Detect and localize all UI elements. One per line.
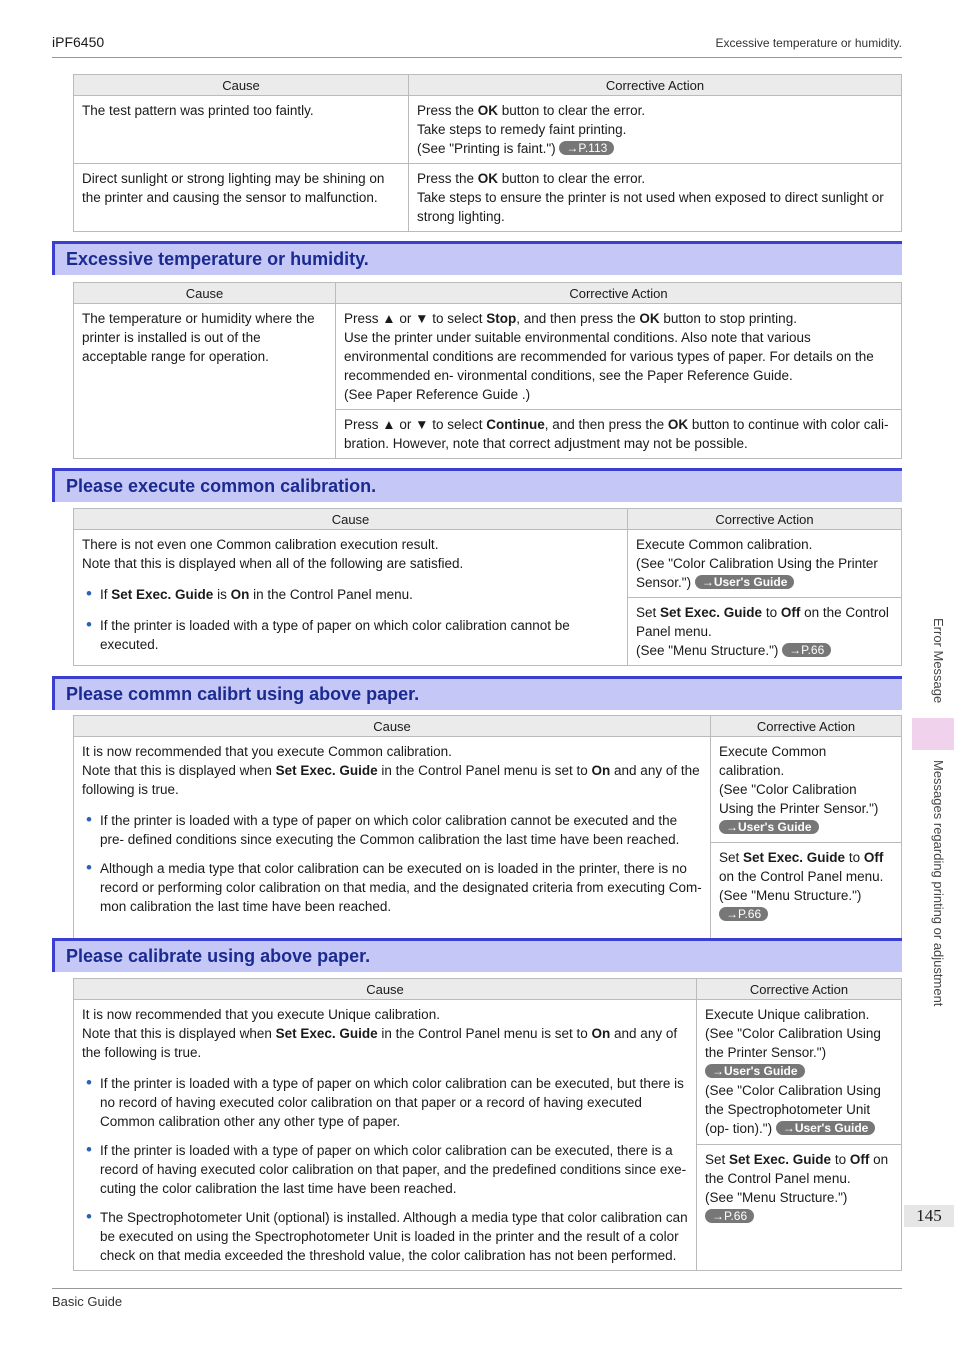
table-unique-calibration (73, 978, 902, 1271)
users-guide-link[interactable]: →User's Guide (719, 820, 819, 834)
table-header-cause: Cause (74, 75, 409, 96)
list-item: • Although a media type that color calibration can be executed on is loaded in the printer, there is no record or performing color calibration on that media, and the designated criteria from executing Com- mon calibration the last time have been reached. (82, 859, 702, 916)
page-link[interactable]: →P.66 (705, 1209, 754, 1223)
page-link[interactable]: →P.113 (559, 141, 614, 155)
page-number: 145 (904, 1205, 954, 1227)
sidebar-label-error-message: Error Message (931, 618, 946, 704)
users-guide-link[interactable]: →User's Guide (705, 1064, 805, 1078)
table-header-cause: Cause (74, 979, 697, 1000)
list-item: • The Spectrophotometer Unit (optional) is installed. Although a media type that color calibration can be executed on using the Spectrophotometer Unit is loaded in the printer and the result of a color check on that media exceeded the threshold value, the color calibration has not been performed. (82, 1208, 688, 1265)
sidebar-label-section: Messages regarding printing or adjustment (931, 760, 946, 1007)
action-cell: Set Set Exec. Guide to Off on the Control Panel menu. (See "Menu Structure.") →P.66 (711, 843, 902, 941)
table-row (74, 530, 902, 598)
header-section-title: Excessive temperature or humidity. (715, 36, 902, 50)
page-link[interactable]: →P.66 (782, 643, 831, 657)
table-header-action: Corrective Action (711, 716, 902, 737)
header-model: iPF6450 (52, 34, 105, 50)
section-heading-commn-calibrt: Please commn calibrt using above paper. (52, 676, 902, 710)
users-guide-link[interactable]: →User's Guide (695, 575, 795, 589)
header-divider (52, 57, 902, 58)
cause-cell: There is not even one Common calibration execution result. Note that this is displayed when all of the following are satisfied. • If Set Exec. Guide is On in the Control Panel menu. • If the printer is loaded with a type of paper on which color calibration cannot be executed. (74, 530, 628, 666)
action-cell: Press ▲ or ▼ to select Continue, and then press the OK button to continue with color cali- bration. However, note that correct adjustment may not be possible. (336, 410, 902, 459)
list-item: • If Set Exec. Guide is On in the Control Panel menu. (82, 585, 619, 604)
table-header-action: Corrective Action (697, 979, 902, 1000)
table-row (74, 1000, 902, 1145)
action-cell: Press ▲ or ▼ to select Stop, and then press the OK button to stop printing. Use the printer under suitable environmental conditions. Also note that various environmental conditions are recommended for various types of paper. For details on the recommended en- vironmental conditions, see the Paper Reference Guide. (See Paper Reference Guide .) (336, 304, 902, 410)
cause-cell: It is now recommended that you execute Unique calibration. Note that this is displayed when Set Exec. Guide in the Control Panel menu is set to On and any of the following is true. • If the printer is loaded with a type of paper on which color calibration can be executed, but there is no record of having executed color calibration on that paper or a record of having executed Common calibration other any other type of paper. • If the printer is loaded with a type of paper on which color calibration can be executed, there is a record of having executed color calibration on that paper, and the predefined conditions since exe- cuting the color calibration the last time have been reached. • The Spectrophotometer Unit (optional) is installed. Although a media type that color calibration can be executed on using the Spectrophotometer Unit is loaded in the printer and the result of a color check on that media exceeded the threshold value, the color calibration has not been performed. (74, 1000, 697, 1271)
footer-divider (52, 1288, 902, 1289)
action-cell: Set Set Exec. Guide to Off on the Control Panel menu. (See "Menu Structure.") →P.66 (697, 1145, 902, 1271)
cause-cell: The temperature or humidity where the printer is installed is out of the acceptable range for operation. (74, 304, 336, 459)
table-faint-pattern (73, 74, 902, 232)
table-temperature (73, 282, 902, 459)
table-row (74, 164, 902, 232)
users-guide-link[interactable]: →User's Guide (776, 1121, 876, 1135)
section-heading-common-calibration: Please execute common calibration. (52, 468, 902, 502)
table-header-action: Corrective Action (409, 75, 902, 96)
table-commn-calibrt (73, 715, 902, 941)
action-cell: Execute Common calibration. (See "Color Calibration Using the Printer Sensor.") →User's Guide (628, 530, 902, 598)
list-item: • If the printer is loaded with a type of paper on which color calibration can be executed, there is a record of having executed color calibration on that paper, and the predefined conditions since exe- cuting the color calibration the last time have been reached. (82, 1141, 688, 1198)
cause-cell: Direct sunlight or strong lighting may be shining on the printer and causing the sensor to malfunction. (74, 164, 409, 232)
table-header-cause: Cause (74, 283, 336, 304)
cause-cell: The test pattern was printed too faintly. (74, 96, 409, 164)
cause-cell: It is now recommended that you execute Common calibration. Note that this is displayed when Set Exec. Guide in the Control Panel menu is set to On and any of the following is true. • If the printer is loaded with a type of paper on which color calibration cannot be executed and the pre- defined conditions since executing the Common calibration the last time have been reached. • Although a media type that color calibration can be executed on is loaded in the printer, there is no record or performing color calibration on that media, and the designated criteria from executing Com- mon calibration the last time have been reached. (74, 737, 711, 941)
action-cell: Set Set Exec. Guide to Off on the Control Panel menu. (See "Menu Structure.") →P.66 (628, 598, 902, 666)
table-header-cause: Cause (74, 509, 628, 530)
section-heading-unique-calibration: Please calibrate using above paper. (52, 938, 902, 972)
footer-guide-name: Basic Guide (52, 1294, 123, 1309)
list-item: • If the printer is loaded with a type of paper on which color calibration cannot be executed. (82, 616, 619, 654)
action-cell: Execute Unique calibration. (See "Color Calibration Using the Printer Sensor.") →User's Guide (See "Color Calibration Using the Spectrophotometer Unit (op- tion).") →User's Guide (697, 1000, 902, 1145)
table-row (74, 304, 902, 410)
section-heading-temperature: Excessive temperature or humidity. (52, 241, 902, 275)
sidebar-section-marker (912, 718, 954, 750)
action-cell: Press the OK button to clear the error. Take steps to ensure the printer is not used when exposed to direct sunlight or strong lighting. (409, 164, 902, 232)
page-link[interactable]: →P.66 (719, 907, 768, 921)
table-row (74, 96, 902, 164)
table-row (74, 737, 902, 843)
action-cell: Press the OK button to clear the error. Take steps to remedy faint printing. (See "Printing is faint.") →P.113 (409, 96, 902, 164)
list-item: • If the printer is loaded with a type of paper on which color calibration cannot be executed and the pre- defined conditions since executing the Common calibration the last time have been reached. (82, 811, 702, 849)
action-cell: Execute Common calibration. (See "Color Calibration Using the Printer Sensor.") →User's Guide (711, 737, 902, 843)
table-common-calibration (73, 508, 902, 666)
table-header-action: Corrective Action (336, 283, 902, 304)
table-header-cause: Cause (74, 716, 711, 737)
table-header-action: Corrective Action (628, 509, 902, 530)
list-item: • If the printer is loaded with a type of paper on which color calibration can be executed, but there is no record of having executed color calibration on that paper or a record of having executed Common calibration other any other type of paper. (82, 1074, 688, 1131)
